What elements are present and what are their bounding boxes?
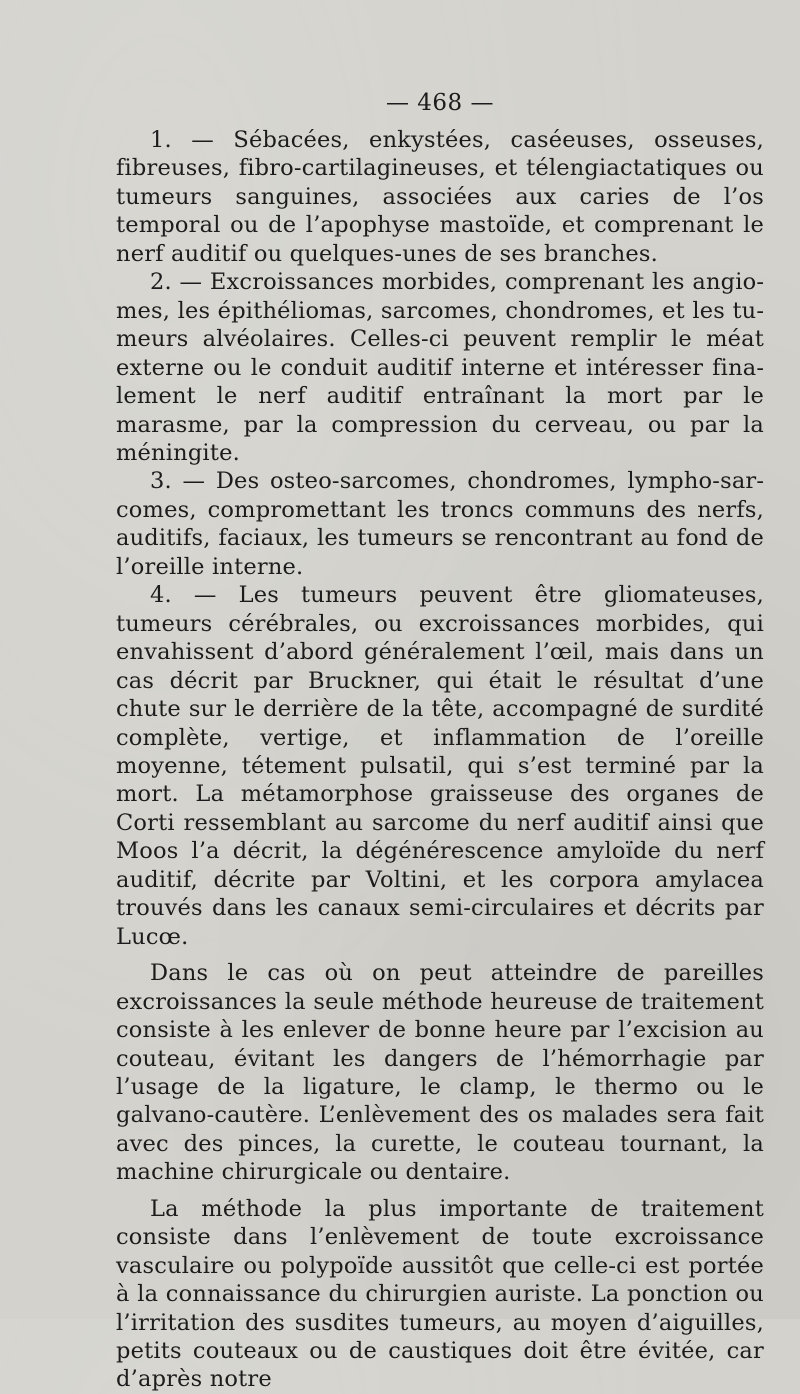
book-page [116, 88, 764, 1393]
paragraph-item-4: 4. — Les tumeurs peuvent être gliomateuses, tumeurs cérébrales, ou excroissances morbides, qui envahissent d’abord généralement l’œil, mais dans un cas décrit par Bruckner, qui était le résultat d’une chute sur le derrière de la tête, accompagné de surdité complète, vertige, et inflammation de l’oreille moyenne, tétement pulsatil, qui s’est terminé par la mort. La métamorphose graisseuse des organes de Corti ressemblant au sarcome du nerf auditif ainsi que Moos l’a décrit, la dégénérescence amyloïde du nerf auditif, décrite par Voltini, et les corpora amylacea trouvés dans les canaux semi-circulaires et décrits par Lucœ. [116, 582, 764, 950]
paragraph-method: La méthode la plus importante de traitement consiste dans l’enlèvement de toute excroissance vasculaire ou polypoïde aussitôt que celle-ci est portée à la connaissance du chirurgien auriste. La ponction ou l’irritation des susdites tumeurs, au moyen d’aiguilles, petits couteaux ou de caustiques doit être évitée, car d’après notre [116, 1195, 764, 1393]
paragraph-treatment: Dans le cas où on peut atteindre de pareilles excroissances la seule méthode heureuse de traitement consiste à les enlever de bonne heure par l’excision au couteau, évitant les dangers de l’hémorrhagie par l’usage de la ligature, le clamp, le thermo ou le galvano-cautère. L’enlèvement des os malades sera fait avec des pinces, la curette, le couteau tournant, la machine chirurgicale ou dentaire. [116, 960, 764, 1186]
paragraph-item-2: 2. — Excroissances morbides, comprenant les angiomes, les épithéliomas, sarcomes, chondromes, et les tumeurs alvéolaires. Celles-ci peuvent remplir le méat externe ou le conduit auditif interne et intéresser finalement le nerf auditif entraînant la mort par le marasme, par la compression du cerveau, ou par la méningite. [116, 269, 764, 466]
paragraph-item-1: 1. — Sébacées, enkystées, caséeuses, osseuses, fibreuses, fibro-cartilagineuses, et télengiactatiques ou tumeurs sanguines, associées aux caries de l’os temporal ou de l’apophyse mastoïde, et comprenant le nerf auditif ou quelques-unes de ses branches. [116, 127, 764, 267]
page-number: — 468 — [385, 90, 495, 116]
body-text [116, 126, 764, 1394]
paragraph-item-3: 3. — Des osteo-sarcomes, chondromes, lympho-sarcomes, compromettant les troncs communs des nerfs, auditifs, faciaux, les tumeurs se rencontrant au fond de l’oreille interne. [116, 468, 764, 580]
